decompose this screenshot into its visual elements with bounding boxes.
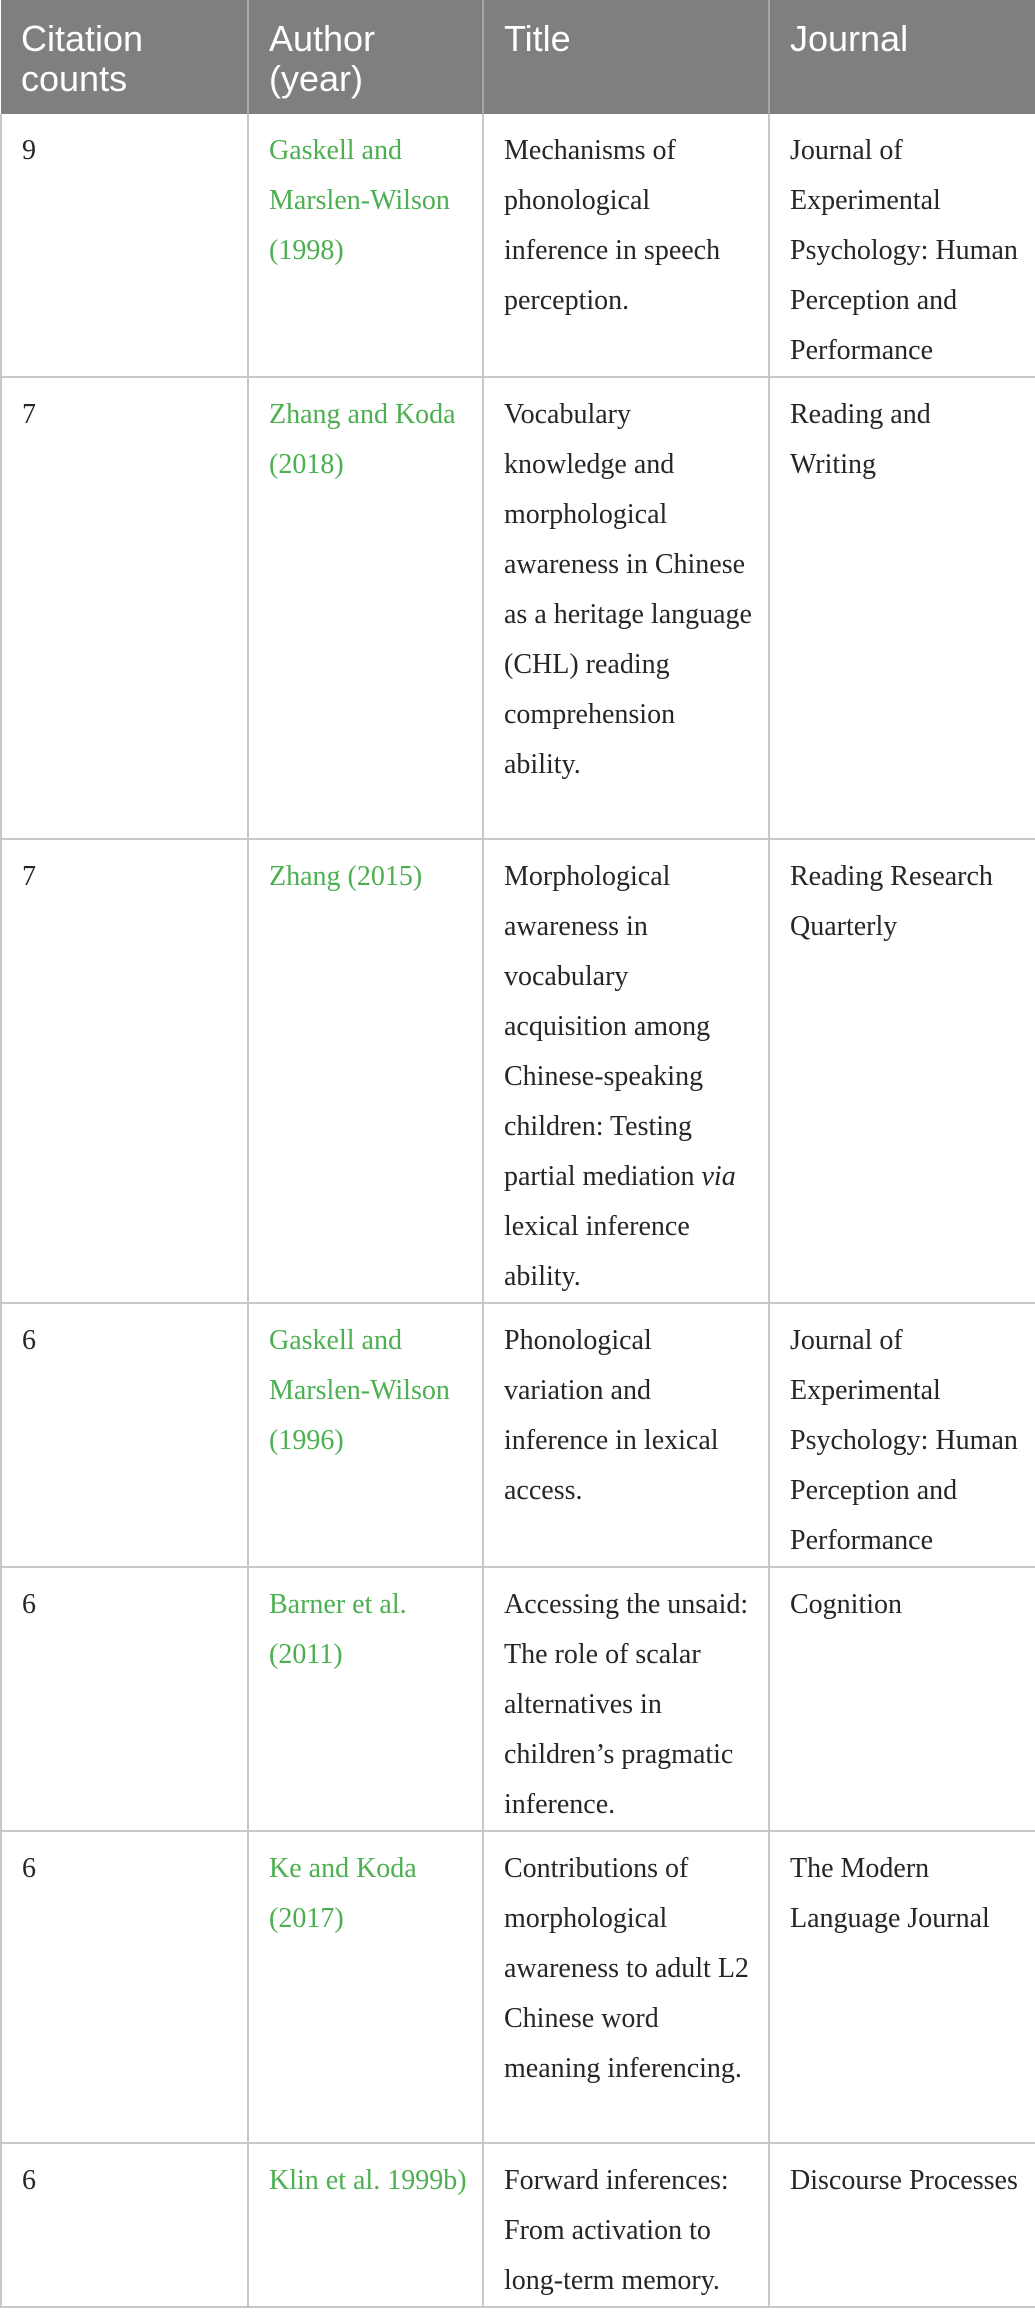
author-link[interactable]: Gaskell and Marslen-Wilson (1996): [248, 1303, 483, 1567]
journal-cell: Reading Research Quarterly: [769, 839, 1035, 1303]
table-row: [1, 114, 1035, 377]
title-italic-text: via: [701, 1161, 736, 1192]
header-citation-counts: Citation counts: [1, 0, 248, 114]
citation-count-cell: 9: [1, 114, 248, 377]
author-link[interactable]: Klin et al. 1999b): [248, 2143, 483, 2307]
journal-cell: Journal of Experimental Psychology: Human Perception and Performance: [769, 114, 1035, 377]
author-link[interactable]: Zhang and Koda (2018): [248, 377, 483, 839]
journal-cell: Discourse Processes: [769, 2143, 1035, 2307]
table-row: [1, 839, 1035, 1303]
title-cell: [483, 839, 769, 1303]
table-header-row: [1, 0, 1035, 114]
title-cell: Forward inferences: From activation to long-term memory.: [483, 2143, 769, 2307]
title-cell: Mechanisms of phonological inference in speech perception.: [483, 114, 769, 377]
title-cell: Contributions of morphological awareness to adult L2 Chinese word meaning inferencing.: [483, 1831, 769, 2143]
header-author-year: Author (year): [248, 0, 483, 114]
author-link[interactable]: Gaskell and Marslen-Wilson (1998): [248, 114, 483, 377]
title-text: Morphological awareness in vocabulary acquisition among Chinese-speaking children: Testing partial mediation: [504, 861, 711, 1192]
header-title: Title: [483, 0, 769, 114]
citation-count-cell: 7: [1, 377, 248, 839]
title-cell: Vocabulary knowledge and morphological awareness in Chinese as a heritage language (CHL) reading comprehension ability.: [483, 377, 769, 839]
author-link[interactable]: Zhang (2015): [248, 839, 483, 1303]
citation-count-cell: 6: [1, 1831, 248, 2143]
journal-cell: Reading and Writing: [769, 377, 1035, 839]
author-link[interactable]: Ke and Koda (2017): [248, 1831, 483, 2143]
citation-count-cell: 7: [1, 839, 248, 1303]
journal-cell: Journal of Experimental Psychology: Human Perception and Performance: [769, 1303, 1035, 1567]
title-cell: Phonological variation and inference in lexical access.: [483, 1303, 769, 1567]
header-journal: Journal: [769, 0, 1035, 114]
table-row: [1, 377, 1035, 839]
journal-cell: The Modern Language Journal: [769, 1831, 1035, 2143]
title-cell: Accessing the unsaid: The role of scalar alternatives in children’s pragmatic inference.: [483, 1567, 769, 1831]
table-row: [1, 1303, 1035, 1567]
table-row: [1, 2143, 1035, 2307]
citation-count-cell: 6: [1, 2143, 248, 2307]
table-row: [1, 1567, 1035, 1831]
author-link[interactable]: Barner et al. (2011): [248, 1567, 483, 1831]
citation-count-cell: 6: [1, 1303, 248, 1567]
citation-count-cell: 6: [1, 1567, 248, 1831]
table-row: [1, 1831, 1035, 2143]
title-text: lexical inference ability.: [504, 1211, 690, 1292]
journal-cell: Cognition: [769, 1567, 1035, 1831]
